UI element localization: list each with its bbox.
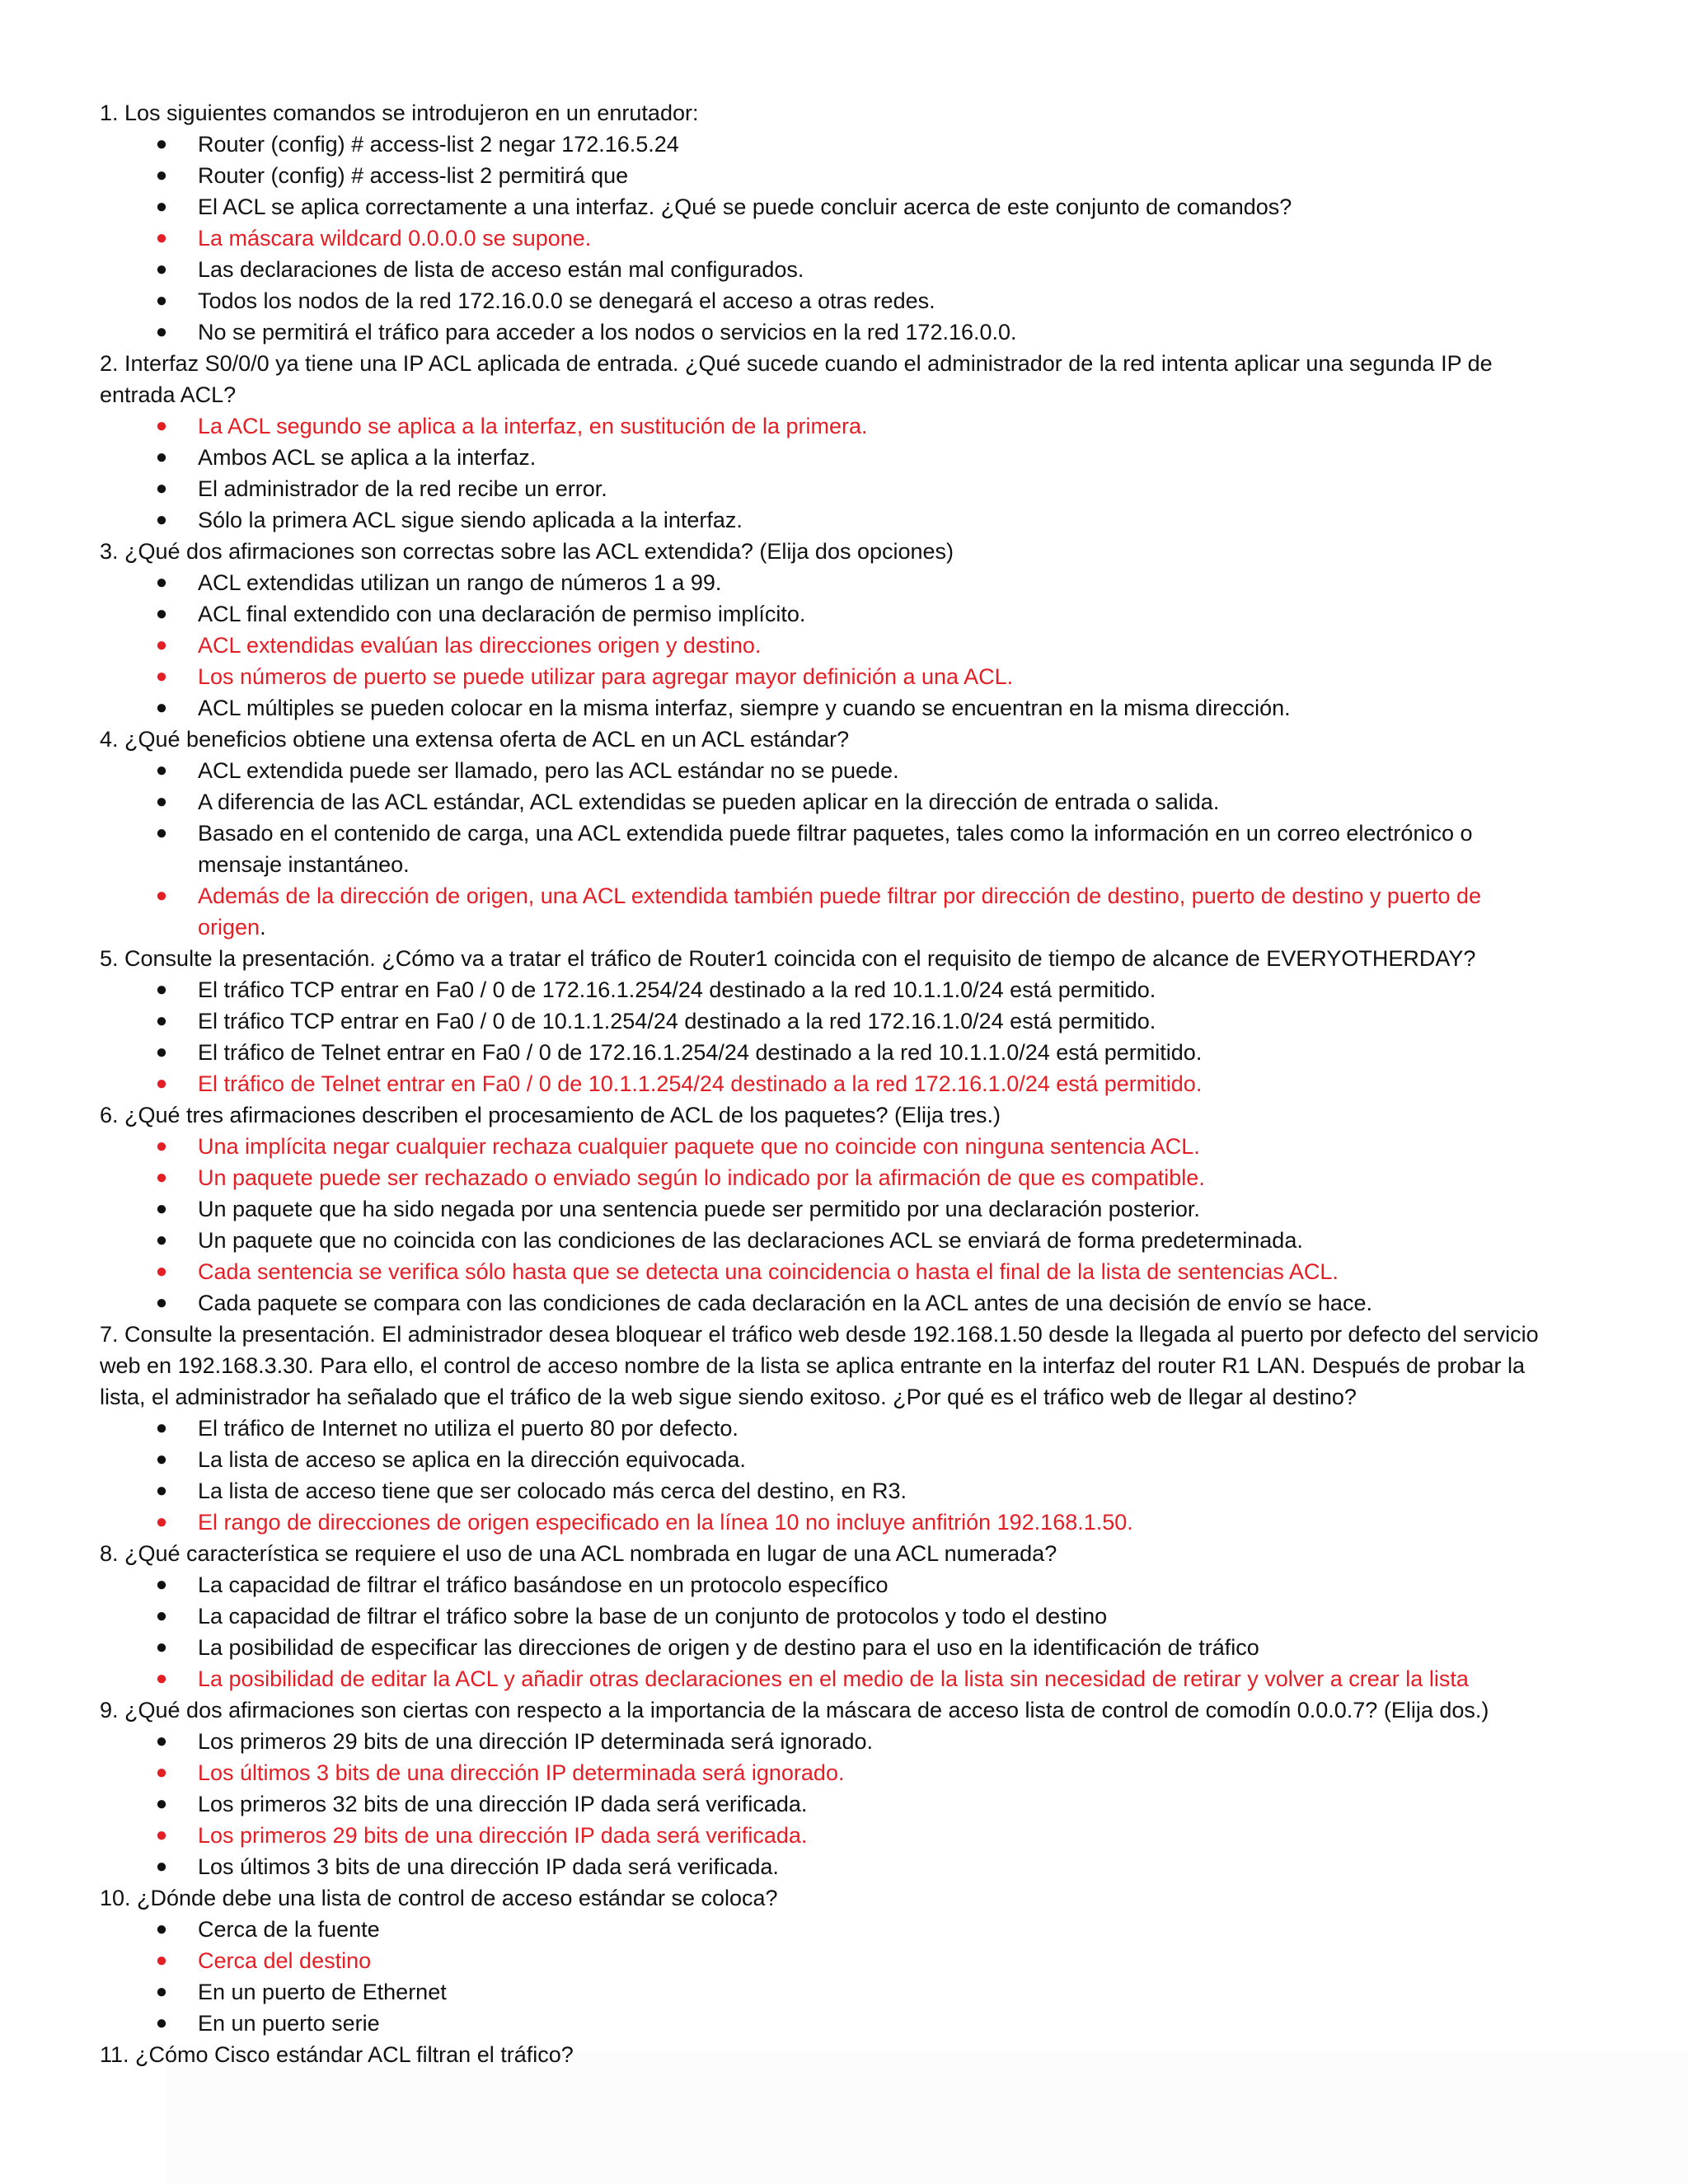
bullet-icon: ● (155, 822, 168, 844)
question-text (98, 97, 1582, 129)
line-text: La lista de acceso tiene que ser colocado más cerca del destino, en R3. (198, 1479, 907, 1503)
answer-option (98, 755, 1582, 786)
answer-option (98, 1788, 1582, 1820)
bullet-icon: ● (155, 133, 168, 155)
bullet-icon: ● (155, 1479, 168, 1502)
answer-option (98, 1601, 1582, 1632)
answer-option (98, 160, 1582, 191)
line-text: 6. ¿Qué tres afirmaciones describen el procesamiento de ACL de los paquetes? (Elija tres.) (100, 1103, 1001, 1127)
answer-option (98, 316, 1582, 348)
bullet-icon: ● (155, 1417, 168, 1439)
bullet-icon: ● (155, 602, 168, 625)
line-text: La lista de acceso se aplica en la dirección equivocada. (198, 1447, 746, 1472)
line-text: Los últimos 3 bits de una dirección IP dada será verificada. (198, 1854, 779, 1879)
bullet-icon: ● (155, 1980, 168, 2003)
answer-option (98, 1914, 1582, 1945)
answer-option-correct (98, 1162, 1582, 1193)
answer-option (98, 1444, 1582, 1475)
answer-option-correct (98, 1757, 1582, 1788)
bullet-icon: ● (155, 1855, 168, 1877)
bullet-icon: ● (155, 759, 168, 781)
line-text: 3. ¿Qué dos afirmaciones son correctas sobre las ACL extendida? (Elija dos opciones) (100, 539, 954, 564)
line-text: 10. ¿Dónde debe una lista de control de acceso estándar se coloca? (100, 1886, 778, 1910)
bullet-icon: ● (155, 1041, 168, 1063)
line-text: El tráfico de Telnet entrar en Fa0 / 0 de 172.16.1.254/24 destinado a la red 10.1.1.0/24 está permitido. (198, 1040, 1203, 1065)
line-text: Las declaraciones de lista de acceso están mal configurados. (198, 257, 804, 282)
question-text (98, 1350, 1582, 1381)
answer-option (98, 129, 1582, 160)
line-text: origen (198, 915, 260, 940)
answer-option-correct (98, 880, 1582, 912)
answer-option-correct (98, 1945, 1582, 1976)
question-text (98, 1538, 1582, 1569)
bullet-icon: ● (155, 1573, 168, 1596)
line-text: El tráfico de Internet no utiliza el puerto 80 por defecto. (198, 1416, 738, 1441)
answer-option-correct (98, 1068, 1582, 1099)
line-text: La posibilidad de editar la ACL y añadir otras declaraciones en el medio de la lista sin necesidad de retirar y volver a crear la lista (198, 1666, 1469, 1691)
answer-option (98, 504, 1582, 536)
bullet-icon: ● (155, 1636, 168, 1658)
line-text: La capacidad de filtrar el tráfico basándose en un protocolo específico (198, 1572, 889, 1597)
answer-option-correct (98, 1820, 1582, 1851)
line-text: ACL extendida puede ser llamado, pero las ACL estándar no se puede. (198, 758, 899, 783)
line-text: La máscara wildcard 0.0.0.0 se supone. (198, 226, 592, 251)
line-text: ACL final extendido con una declaración de permiso implícito. (198, 602, 806, 626)
line-text: 8. ¿Qué característica se requiere el uso de una ACL nombrada en lugar de una ACL numerada? (100, 1541, 1057, 1566)
line-text: 9. ¿Qué dos afirmaciones son ciertas con respecto a la importancia de la máscara de acceso lista de control de comodín 0.0.0.7? (Elija dos.) (100, 1698, 1489, 1722)
line-text: ACL múltiples se pueden colocar en la misma interfaz, siempre y cuando se encuentran en la misma dirección. (198, 696, 1291, 720)
line-text: No se permitirá el tráfico para acceder a los nodos o servicios en la red 172.16.0.0. (198, 320, 1017, 344)
answer-option (98, 1976, 1582, 2008)
line-text: A diferencia de las ACL estándar, ACL extendidas se pueden aplicar en la dirección de entrada o salida. (198, 790, 1220, 814)
bullet-icon: ● (155, 1260, 168, 1282)
bullet-icon: ● (155, 884, 168, 907)
quiz-document (98, 97, 1582, 2070)
answer-option (98, 1037, 1582, 1068)
bullet-icon: ● (155, 1761, 168, 1783)
answer-option-continuation (98, 912, 1582, 943)
question-text (98, 943, 1582, 974)
question-text (98, 1099, 1582, 1131)
line-text: El rango de direcciones de origen especificado en la línea 10 no incluye anfitrión 192.168.1.50. (198, 1510, 1133, 1535)
answer-option-continuation (98, 849, 1582, 880)
bullet-icon: ● (155, 509, 168, 531)
bullet-icon: ● (155, 1949, 168, 1971)
question-text (98, 536, 1582, 567)
line-tail: . (260, 915, 266, 940)
line-text: El ACL se aplica correctamente a una interfaz. ¿Qué se puede concluir acerca de este conjunto de comandos? (198, 194, 1292, 219)
bullet-icon: ● (155, 1166, 168, 1188)
line-text: Un paquete que no coincida con las condiciones de las declaraciones ACL se enviará de forma predeterminada. (198, 1228, 1303, 1253)
bullet-icon: ● (155, 665, 168, 687)
line-text: Cerca de la fuente (198, 1917, 380, 1942)
question-text (98, 724, 1582, 755)
line-text: En un puerto de Ethernet (198, 1980, 447, 2004)
answer-option-correct (98, 410, 1582, 442)
answer-option (98, 191, 1582, 223)
bullet-icon: ● (155, 415, 168, 437)
line-text: Un paquete que ha sido negada por una sentencia puede ser permitido por una declaración posterior. (198, 1197, 1200, 1221)
line-text: En un puerto serie (198, 2011, 380, 2036)
bullet-icon: ● (155, 1793, 168, 1815)
answer-option (98, 442, 1582, 473)
answer-option (98, 1193, 1582, 1225)
line-text: Todos los nodos de la red 172.16.0.0 se denegará el acceso a otras redes. (198, 288, 935, 313)
bullet-icon: ● (155, 195, 168, 218)
answer-option (98, 1005, 1582, 1037)
answer-option (98, 1851, 1582, 1882)
line-text: Los números de puerto se puede utilizar para agregar mayor definición a una ACL. (198, 664, 1014, 689)
line-text: 5. Consulte la presentación. ¿Cómo va a tratar el tráfico de Router1 coincida con el requisito de tiempo de alcance de EVERYOTHERDAY? (100, 946, 1476, 971)
bullet-icon: ● (155, 1291, 168, 1314)
answer-option (98, 1475, 1582, 1507)
line-text: Ambos ACL se aplica a la interfaz. (198, 445, 537, 470)
answer-option (98, 818, 1582, 849)
line-text: Los primeros 32 bits de una dirección IP dada será verificada. (198, 1792, 808, 1816)
bullet-icon: ● (155, 477, 168, 499)
line-text: Sólo la primera ACL sigue siendo aplicada a la interfaz. (198, 508, 743, 532)
answer-option-correct (98, 630, 1582, 661)
question-text (98, 348, 1582, 379)
bullet-icon: ● (155, 1197, 168, 1220)
bullet-icon: ● (155, 1605, 168, 1627)
line-text: La capacidad de filtrar el tráfico sobre la base de un conjunto de protocolos y todo el destino (198, 1604, 1108, 1629)
question-text (98, 1381, 1582, 1413)
bullet-icon: ● (155, 321, 168, 343)
bullet-icon: ● (155, 1511, 168, 1533)
line-text: Cerca del destino (198, 1948, 372, 1973)
bullet-icon: ● (155, 289, 168, 312)
bullet-icon: ● (155, 1229, 168, 1251)
line-text: web en 192.168.3.30. Para ello, el control de acceso nombre de la lista se aplica entrante en la interfaz del router R1 LAN. Después de probar la (100, 1353, 1526, 1378)
bullet-icon: ● (155, 2012, 168, 2034)
answer-option (98, 1569, 1582, 1601)
line-text: La ACL segundo se aplica a la interfaz, en sustitución de la primera. (198, 414, 868, 438)
bullet-icon: ● (155, 1918, 168, 1940)
bullet-icon: ● (155, 1730, 168, 1752)
answer-option-correct (98, 1131, 1582, 1162)
bullet-icon: ● (155, 571, 168, 593)
line-text: El tráfico TCP entrar en Fa0 / 0 de 172.16.1.254/24 destinado a la red 10.1.1.0/24 está permitido. (198, 977, 1156, 1002)
line-text: entrada ACL? (100, 382, 237, 407)
bullet-icon: ● (155, 1135, 168, 1157)
line-text: Cada paquete se compara con las condiciones de cada declaración en la ACL antes de una decisión de envío se hace. (198, 1291, 1372, 1315)
answer-option (98, 473, 1582, 504)
answer-option (98, 1632, 1582, 1663)
answer-option-correct (98, 1507, 1582, 1538)
bullet-icon: ● (155, 978, 168, 1001)
line-text: mensaje instantáneo. (198, 852, 410, 877)
answer-option-correct (98, 223, 1582, 254)
bullet-icon: ● (155, 446, 168, 468)
line-text: Router (config) # access-list 2 negar 172.16.5.24 (198, 132, 679, 157)
question-text (98, 1882, 1582, 1914)
answer-option (98, 2008, 1582, 2039)
page-footer-shade (165, 2052, 1688, 2184)
line-text: El administrador de la red recibe un error. (198, 476, 607, 501)
line-text: 4. ¿Qué beneficios obtiene una extensa oferta de ACL en un ACL estándar? (100, 727, 850, 752)
question-text (98, 2039, 1582, 2070)
answer-option (98, 1726, 1582, 1757)
line-text: El tráfico TCP entrar en Fa0 / 0 de 10.1.1.254/24 destinado a la red 172.16.1.0/24 está permitido. (198, 1009, 1156, 1033)
line-text: 7. Consulte la presentación. El administrador desea bloquear el tráfico web desde 192.168.1.50 desde la llegada al puerto por defecto del servicio (100, 1322, 1539, 1347)
answer-option (98, 1225, 1582, 1256)
line-text: Los primeros 29 bits de una dirección IP determinada será ignorado. (198, 1729, 873, 1754)
answer-option (98, 1413, 1582, 1444)
line-text: Una implícita negar cualquier rechaza cualquier paquete que no coincide con ninguna sentencia ACL. (198, 1134, 1200, 1159)
line-text: Router (config) # access-list 2 permitirá que (198, 163, 629, 188)
line-text: Los primeros 29 bits de una dirección IP dada será verificada. (198, 1823, 808, 1848)
line-text: lista, el administrador ha señalado que el tráfico de la web sigue siendo exitoso. ¿Por qué es el tráfico web de llegar al destino? (100, 1385, 1357, 1409)
line-text: El tráfico de Telnet entrar en Fa0 / 0 de 10.1.1.254/24 destinado a la red 172.16.1.0/24 está permitido. (198, 1071, 1203, 1096)
question-text (98, 1694, 1582, 1726)
line-text: ACL extendidas evalúan las direcciones origen y destino. (198, 633, 762, 658)
answer-option (98, 254, 1582, 285)
bullet-icon: ● (155, 790, 168, 813)
line-text: 2. Interfaz S0/0/0 ya tiene una IP ACL aplicada de entrada. ¿Qué sucede cuando el administrador de la red intenta aplicar una segunda IP de (100, 351, 1493, 376)
line-text: 11. ¿Cómo Cisco estándar ACL filtran el tráfico? (100, 2042, 574, 2067)
line-text: La posibilidad de especificar las direcciones de origen y de destino para el uso en la identificación de tráfico (198, 1635, 1259, 1660)
bullet-icon: ● (155, 258, 168, 280)
bullet-icon: ● (155, 1824, 168, 1846)
answer-option (98, 285, 1582, 316)
line-text: ACL extendidas utilizan un rango de números 1 a 99. (198, 570, 722, 595)
answer-option (98, 598, 1582, 630)
question-text (98, 379, 1582, 410)
answer-option (98, 567, 1582, 598)
line-text: Un paquete puede ser rechazado o enviado según lo indicado por la afirmación de que es compatible. (198, 1165, 1205, 1190)
line-text: Cada sentencia se verifica sólo hasta que se detecta una coincidencia o hasta el final de la lista de sentencias ACL. (198, 1259, 1339, 1284)
bullet-icon: ● (155, 1010, 168, 1032)
answer-option-correct (98, 1256, 1582, 1287)
answer-option (98, 1287, 1582, 1319)
answer-option (98, 692, 1582, 724)
bullet-icon: ● (155, 1072, 168, 1094)
bullet-icon: ● (155, 227, 168, 249)
bullet-icon: ● (155, 696, 168, 719)
answer-option (98, 786, 1582, 818)
bullet-icon: ● (155, 1667, 168, 1690)
question-text (98, 1319, 1582, 1350)
answer-option-correct (98, 1663, 1582, 1694)
line-text: 1. Los siguientes comandos se introdujeron en un enrutador: (100, 101, 699, 125)
line-text: Además de la dirección de origen, una ACL extendida también puede filtrar por dirección de destino, puerto de destino y puerto de (198, 883, 1481, 908)
bullet-icon: ● (155, 1448, 168, 1470)
bullet-icon: ● (155, 164, 168, 186)
answer-option-correct (98, 661, 1582, 692)
line-text: Basado en el contenido de carga, una ACL extendida puede filtrar paquetes, tales como la información en un correo electrónico o (198, 821, 1473, 846)
line-text: Los últimos 3 bits de una dirección IP determinada será ignorado. (198, 1760, 845, 1785)
bullet-icon: ● (155, 634, 168, 656)
answer-option (98, 974, 1582, 1005)
